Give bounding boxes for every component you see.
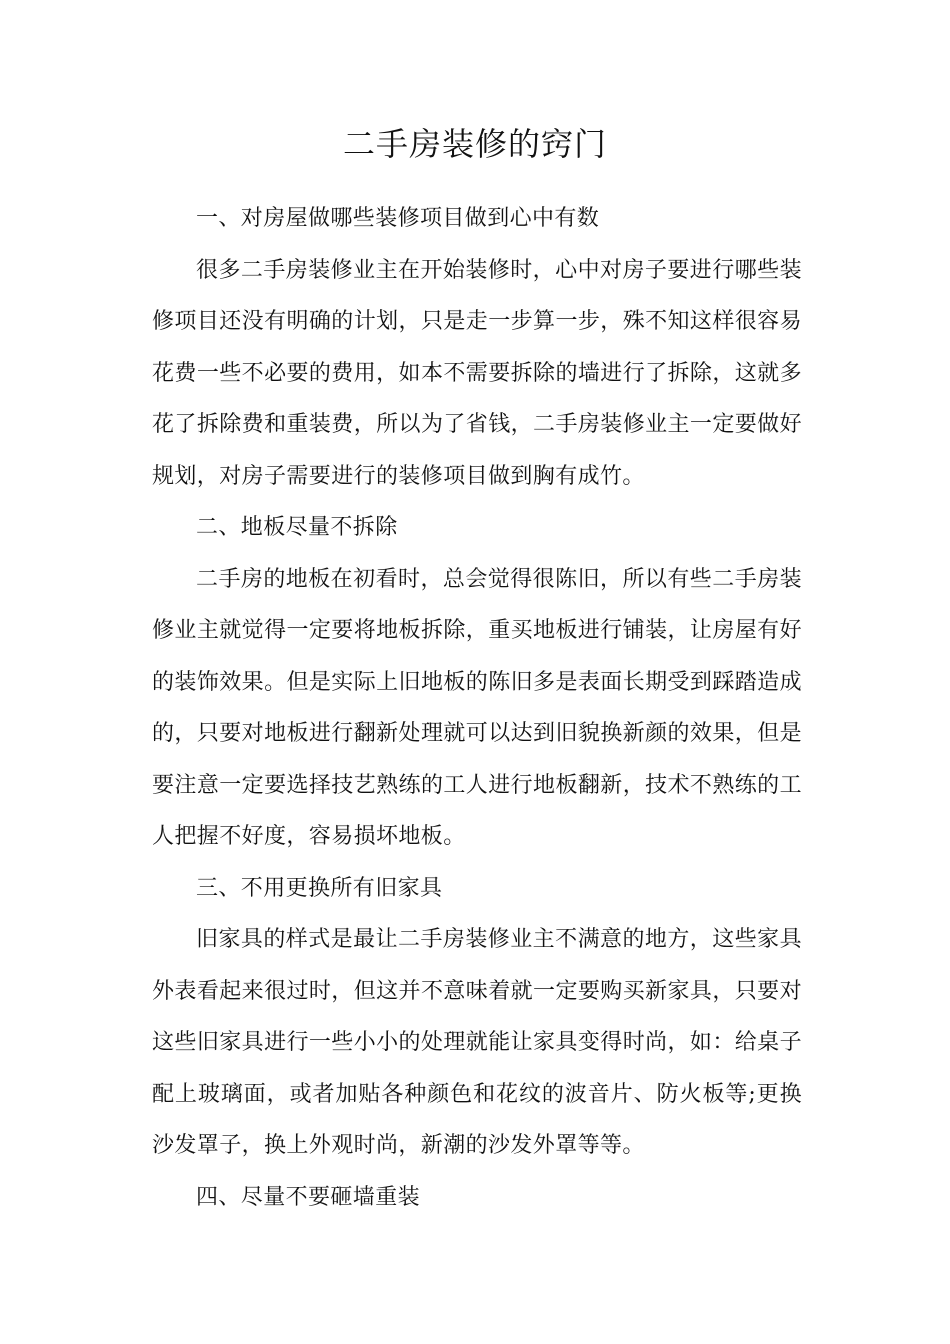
section-heading-2: 二、地板尽量不拆除 xyxy=(196,515,398,540)
section-heading-1: 一、对房屋做哪些装修项目做到心中有数 xyxy=(196,206,600,231)
document-title: 二手房装修的窍门 xyxy=(342,125,607,163)
section-heading-4: 四、尽量不要砸墙重装 xyxy=(196,1184,421,1210)
section-paragraph-2: 二手房的地板在初看时，总会觉得很陈旧，所以有些二手房装修业主就觉得一定要将地板拆除，重买地板进行铺装，让房屋有好的装饰效果。但是实际上旧地板的陈旧多是表面长期受到踩踏造成的，只要对地板进行翻新处理就可以达到旧貌换新颜的效果，但是要注意一定要选择技艺熟练的工人进行地板翻新，技术不熟练的工人把握不好度，容易损坏地板。 xyxy=(152,566,802,849)
section-paragraph-1: 很多二手房装修业主在开始装修时，心中对房子要进行哪些装修项目还没有明确的计划，只是走一步算一步，殊不知这样很容易花费一些不必要的费用，如本不需要拆除的墙进行了拆除，这就多花了拆除费和重装费，所以为了省钱，二手房装修业主一定要做好规划，对房子需要进行的装修项目做到胸有成竹。 xyxy=(152,257,802,489)
section-heading-3: 三、不用更换所有旧家具 xyxy=(196,875,443,901)
document-body xyxy=(152,193,802,1223)
section-paragraph-3: 旧家具的样式是最让二手房装修业主不满意的地方，这些家具外表看起来很过时，但这并不意味着就一定要购买新家具，只要对这些旧家具进行一些小小的处理就能让家具变得时尚，如：给桌子配上玻璃面，或者加贴各种颜色和花纹的波音片、防火板等;更换沙发罩子，换上外观时尚，新潮的沙发外罩等等。 xyxy=(152,927,802,1158)
